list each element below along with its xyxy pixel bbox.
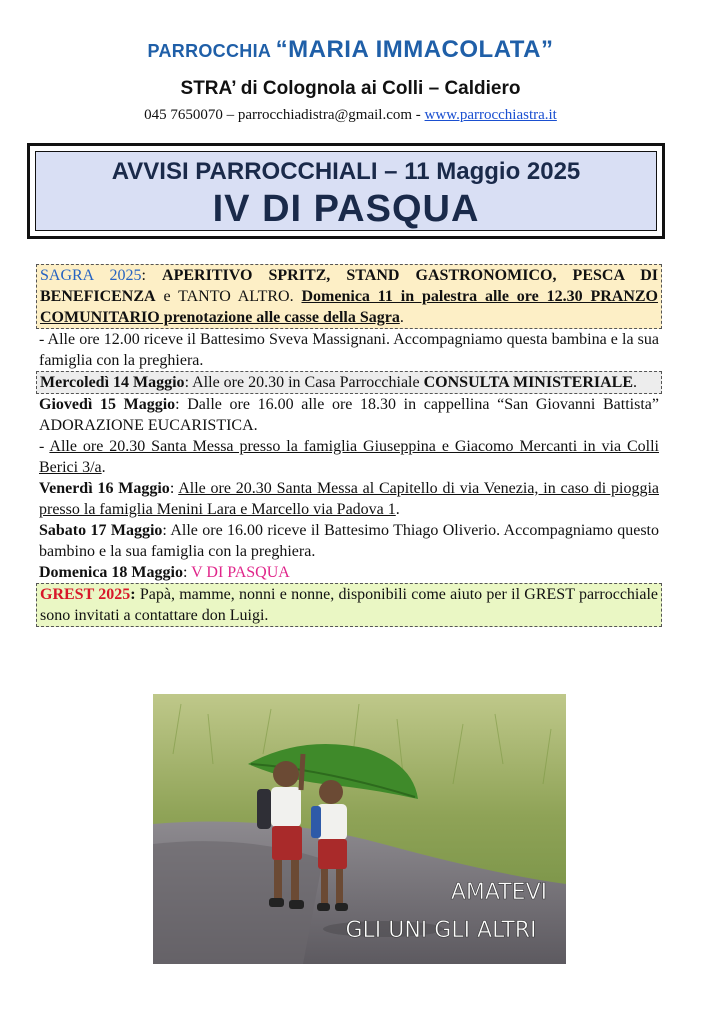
parrocchia-label: PARROCCHIA xyxy=(147,41,272,61)
grest-sep: : xyxy=(130,586,140,603)
domenica-label: Domenica 18 Maggio xyxy=(39,564,183,581)
venerdi-end: . xyxy=(395,501,400,518)
sagra-lunch: Domenica 11 in palestra alle ore 12.30 PRANZO COMUNITARIO prenotazione alle casse della Sagra xyxy=(40,288,659,326)
contact-text: 045 7650070 – parrocchiadistra@gmail.com - xyxy=(144,107,425,123)
children-umbrella-photo xyxy=(153,694,566,964)
notice-mercoledi xyxy=(36,371,662,394)
notice-grest xyxy=(36,583,662,627)
giovedi-text: : Dalle ore 16.00 alle ore 18.30 in cappellina “San Giovanni Battista” ADORAZIONE EUCARISTICA. xyxy=(39,396,659,434)
sabato-label: Sabato 17 Maggio xyxy=(39,522,163,539)
giovedi-messa-end: . xyxy=(101,459,106,476)
notice-battesimo-sveva: - Alle ore 12.00 riceve il Battesimo Sveva Massignani. Accompagniamo questa bambina e la sua famiglia con la preghiera. xyxy=(39,331,659,369)
notice-sabato xyxy=(36,520,662,562)
photo-illustration xyxy=(153,694,566,964)
sagra-label: SAGRA 2025 xyxy=(40,267,142,284)
sagra-events: APERITIVO SPRITZ, STAND GASTRONOMICO, PESCA DI BENEFICENZA xyxy=(40,267,659,305)
venerdi-label: Venerdì 16 Maggio xyxy=(39,480,170,497)
title-box xyxy=(27,143,665,239)
website-link[interactable]: www.parrocchiastra.it xyxy=(424,107,557,123)
sagra-sep: : xyxy=(141,267,163,284)
notices-title: AVVISI PARROCCHIALI – 11 Maggio 2025 xyxy=(111,158,581,185)
parish-contacts xyxy=(0,107,701,124)
parish-name: “MARIA IMMACOLATA” xyxy=(275,36,554,63)
mercoledi-text: : Alle ore 20.30 in Casa Parrocchiale xyxy=(184,374,424,391)
giovedi-messa-text: Alle ore 20.30 Santa Messa presso la famiglia Giuseppina e Giacomo Mercanti in via Colli Berici 3/a xyxy=(39,438,659,476)
parish-location: STRA’ di Colognola ai Colli – Caldiero xyxy=(180,78,521,99)
mercoledi-label: Mercoledì 14 Maggio xyxy=(40,374,185,391)
sunday-title: IV DI PASQUA xyxy=(212,188,480,230)
sagra-more: e TANTO ALTRO. xyxy=(155,288,302,305)
title-box-inner xyxy=(35,151,657,231)
notice-giovedi xyxy=(36,394,662,436)
mercoledi-consulta: CONSULTA MINISTERIALE xyxy=(423,374,634,391)
venerdi-text: Alle ore 20.30 Santa Messa al Capitello di via Venezia, in caso di pioggia presso la famiglia Menini Lara e Marcello via Padova 1 xyxy=(39,480,659,518)
sagra-end: . xyxy=(399,309,404,326)
notice-sagra xyxy=(36,264,662,329)
notice-giovedi-messa xyxy=(36,436,662,478)
notice-domenica xyxy=(36,562,662,583)
photo-caption-line1: AMATEVI xyxy=(450,880,548,905)
notices-list xyxy=(36,264,662,627)
domenica-sep: : xyxy=(182,564,192,581)
domenica-highlight: V DI PASQUA xyxy=(191,564,290,581)
giovedi-label: Giovedì 15 Maggio xyxy=(39,396,176,413)
giovedi-messa-prefix: - xyxy=(39,438,50,455)
parish-header xyxy=(0,36,701,64)
photo-caption-line2: GLI UNI GLI ALTRI xyxy=(345,918,537,943)
venerdi-sep: : xyxy=(169,480,179,497)
sabato-text: : Alle ore 16.00 riceve il Battesimo Thiago Oliverio. Accompagniamo questo bambino e la sua famiglia con la preghiera. xyxy=(39,522,659,560)
mercoledi-end: . xyxy=(633,374,638,391)
grest-label: GREST 2025 xyxy=(40,586,131,603)
notice-venerdi xyxy=(36,478,662,520)
grest-text: Papà, mamme, nonni e nonne, disponibili come aiuto per il GREST parrocchiale sono invitati a contattare don Luigi. xyxy=(40,586,659,624)
